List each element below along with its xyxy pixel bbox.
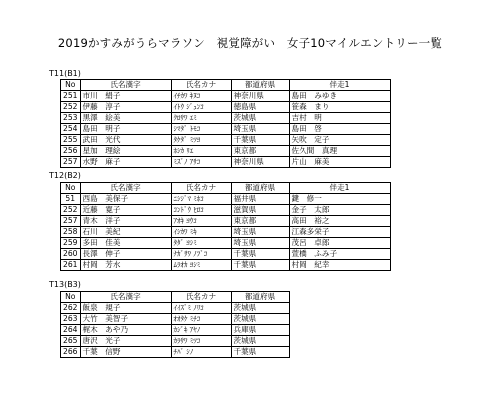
table-row	[61, 102, 391, 113]
cell-guide: 高田 裕之	[289, 216, 390, 227]
cell-no: 51	[61, 194, 81, 205]
section-label-t13: T13(B3)	[49, 280, 81, 289]
cell-kana: ｲｲｽﾞﾐ ﾉﾘｺ	[171, 303, 231, 314]
col-header-prefecture: 都道府県	[231, 183, 289, 194]
cell-no: 261	[61, 260, 81, 271]
cell-guide: 矢吹 定子	[289, 135, 390, 146]
cell-prefecture: 徳島県	[231, 102, 289, 113]
cell-kana: ｶﾗｻﾜ ﾐﾂｺ	[171, 336, 231, 347]
cell-name: 水野 麻子	[80, 157, 171, 168]
cell-kana: ｶｼﾞｷ ｱﾔﾉ	[171, 325, 231, 336]
col-header-name: 氏名漢字	[80, 292, 171, 303]
table-row	[61, 336, 391, 347]
table-row	[61, 347, 391, 358]
cell-kana: ﾅｶﾞｻﾜ ﾉﾌﾞｺ	[171, 249, 231, 260]
col-header-no: No	[61, 80, 81, 91]
col-header-no: No	[61, 183, 81, 194]
table-row	[61, 91, 391, 102]
cell-kana: ﾐｽﾞﾉ ｱｻｺ	[171, 157, 231, 168]
col-header-prefecture: 都道府県	[231, 80, 289, 91]
cell-prefecture: 神奈川県	[231, 157, 289, 168]
cell-guide: 鍵 修一	[289, 194, 390, 205]
table-row	[61, 194, 391, 205]
cell-prefecture: 千葉県	[231, 135, 289, 146]
cell-name: 伊藤 淳子	[80, 102, 171, 113]
cell-name: 武田 光代	[80, 135, 171, 146]
cell-no: 264	[61, 325, 81, 336]
table-row	[61, 303, 391, 314]
cell-kana: ｱｵｷ ﾖｳｺ	[171, 216, 231, 227]
cell-prefecture: 埼玉県	[231, 227, 289, 238]
cell-kana: ﾀﾀﾞ ﾖｼﾐ	[171, 238, 231, 249]
cell-no: 262	[61, 303, 81, 314]
cell-name: 市川 絹子	[80, 91, 171, 102]
cell-no: 251	[61, 91, 81, 102]
cell-prefecture: 千葉県	[231, 260, 289, 271]
col-header-guide: 伴走1	[289, 183, 390, 194]
cell-prefecture: 兵庫県	[231, 325, 289, 336]
cell-prefecture: 神奈川県	[231, 91, 289, 102]
cell-kana: ﾎｼｶ ﾘｴ	[171, 146, 231, 157]
cell-prefecture: 茨城県	[231, 113, 289, 124]
cell-guide: 江森多栄子	[289, 227, 390, 238]
cell-prefecture: 茨城県	[231, 336, 289, 347]
cell-kana: ｲﾁｶﾜ ｷﾇｺ	[171, 91, 231, 102]
cell-kana: ﾆｼｼﾞﾏ ﾐﾎｺ	[171, 194, 231, 205]
col-header-empty	[289, 292, 390, 303]
cell-kana: ｲｼｶﾜ ﾐｷ	[171, 227, 231, 238]
cell-name: 飯泉 規子	[80, 303, 171, 314]
cell-prefecture: 茨城県	[231, 314, 289, 325]
table-header-row	[61, 80, 391, 91]
cell-name: 島田 明子	[80, 124, 171, 135]
cell-name: 千葉 信野	[80, 347, 171, 358]
cell-guide: 茂呂 卓郎	[289, 238, 390, 249]
cell-guide: 金子 太郎	[289, 205, 390, 216]
cell-kana: ｵｵﾀｹ ﾐﾁｺ	[171, 314, 231, 325]
cell-prefecture: 埼玉県	[231, 238, 289, 249]
table-row	[61, 146, 391, 157]
cell-kana: ｸﾛｻﾜ ｴﾐ	[171, 113, 231, 124]
cell-name: 西島 美保子	[80, 194, 171, 205]
cell-no: 257	[61, 216, 81, 227]
cell-no: 260	[61, 249, 81, 260]
cell-prefecture: 滋賀県	[231, 205, 289, 216]
table-row	[61, 249, 391, 260]
cell-name: 黒澤 絵美	[80, 113, 171, 124]
cell-kana: ﾁﾊﾞ ｼﾉ	[171, 347, 231, 358]
cell-no: 254	[61, 124, 81, 135]
cell-prefecture: 東京都	[231, 146, 289, 157]
section-label-t12: T12(B2)	[49, 171, 81, 180]
table-row	[61, 227, 391, 238]
cell-prefecture: 茨城県	[231, 303, 289, 314]
cell-no: 256	[61, 146, 81, 157]
table-row	[61, 216, 391, 227]
table-row	[61, 113, 391, 124]
cell-kana: ｲﾄｳ ｼﾞｭﾝｺ	[171, 102, 231, 113]
cell-name: 村岡 芳水	[80, 260, 171, 271]
cell-prefecture: 千葉県	[231, 249, 289, 260]
cell-name: 星加 理絵	[80, 146, 171, 157]
cell-kana: ﾑﾗｵｶ ﾖｼﾐ	[171, 260, 231, 271]
cell-guide: 島田 啓	[289, 124, 390, 135]
cell-prefecture: 東京都	[231, 216, 289, 227]
page-title: 2019かすみがうらマラソン 視覚障がい 女子10マイルエントリー一覧	[57, 36, 443, 50]
cell-no: 263	[61, 314, 81, 325]
table-row	[61, 260, 391, 271]
col-header-kana: 氏名カナ	[171, 183, 231, 194]
cell-name: 石川 美紀	[80, 227, 171, 238]
cell-no: 266	[61, 347, 81, 358]
cell-name: 長澤 伸子	[80, 249, 171, 260]
cell-no: 258	[61, 227, 81, 238]
cell-guide: 島田 みゆき	[289, 91, 390, 102]
cell-name: 唐沢 光子	[80, 336, 171, 347]
col-header-name: 氏名漢字	[80, 80, 171, 91]
cell-name: 青木 洋子	[80, 216, 171, 227]
entry-table-t13	[60, 291, 390, 358]
cell-no: 255	[61, 135, 81, 146]
cell-prefecture: 千葉県	[231, 347, 289, 358]
table-row	[61, 238, 391, 249]
table-row	[61, 157, 391, 168]
cell-no: 265	[61, 336, 81, 347]
section-label-t11: T11(B1)	[49, 69, 81, 78]
entry-table-t11	[60, 79, 391, 168]
cell-guide: 佐久間 真理	[289, 146, 390, 157]
cell-no: 253	[61, 113, 81, 124]
cell-guide: 村岡 紀幸	[289, 260, 390, 271]
cell-name: 大竹 美智子	[80, 314, 171, 325]
col-header-name: 氏名漢字	[80, 183, 171, 194]
cell-guide: 吉村 明	[289, 113, 390, 124]
table-row	[61, 314, 391, 325]
cell-no: 257	[61, 157, 81, 168]
cell-guide: 笹森 まり	[289, 102, 390, 113]
cell-prefecture: 福井県	[231, 194, 289, 205]
cell-kana: ﾀｹﾀﾞ ﾐﾂﾖ	[171, 135, 231, 146]
cell-no: 252	[61, 205, 81, 216]
cell-guide: 萱橋 ふみ子	[289, 249, 390, 260]
table-header-row	[61, 292, 391, 303]
cell-prefecture: 埼玉県	[231, 124, 289, 135]
col-header-no: No	[61, 292, 81, 303]
table-row	[61, 124, 391, 135]
cell-guide: 片山 麻美	[289, 157, 390, 168]
col-header-kana: 氏名カナ	[171, 292, 231, 303]
table-row	[61, 205, 391, 216]
entry-table-t12	[60, 182, 391, 271]
cell-kana: ｺﾝﾄﾞｳ ﾋﾛｺ	[171, 205, 231, 216]
col-header-prefecture: 都道府県	[231, 292, 289, 303]
cell-name: 近藤 寛子	[80, 205, 171, 216]
table-row	[61, 325, 391, 336]
cell-no: 259	[61, 238, 81, 249]
cell-name: 梶木 あや乃	[80, 325, 171, 336]
table-header-row	[61, 183, 391, 194]
table-row	[61, 135, 391, 146]
col-header-guide: 伴走1	[289, 80, 390, 91]
cell-name: 多田 佳美	[80, 238, 171, 249]
cell-no: 252	[61, 102, 81, 113]
col-header-kana: 氏名カナ	[171, 80, 231, 91]
cell-kana: ｼﾏﾀﾞ ﾄﾓｺ	[171, 124, 231, 135]
